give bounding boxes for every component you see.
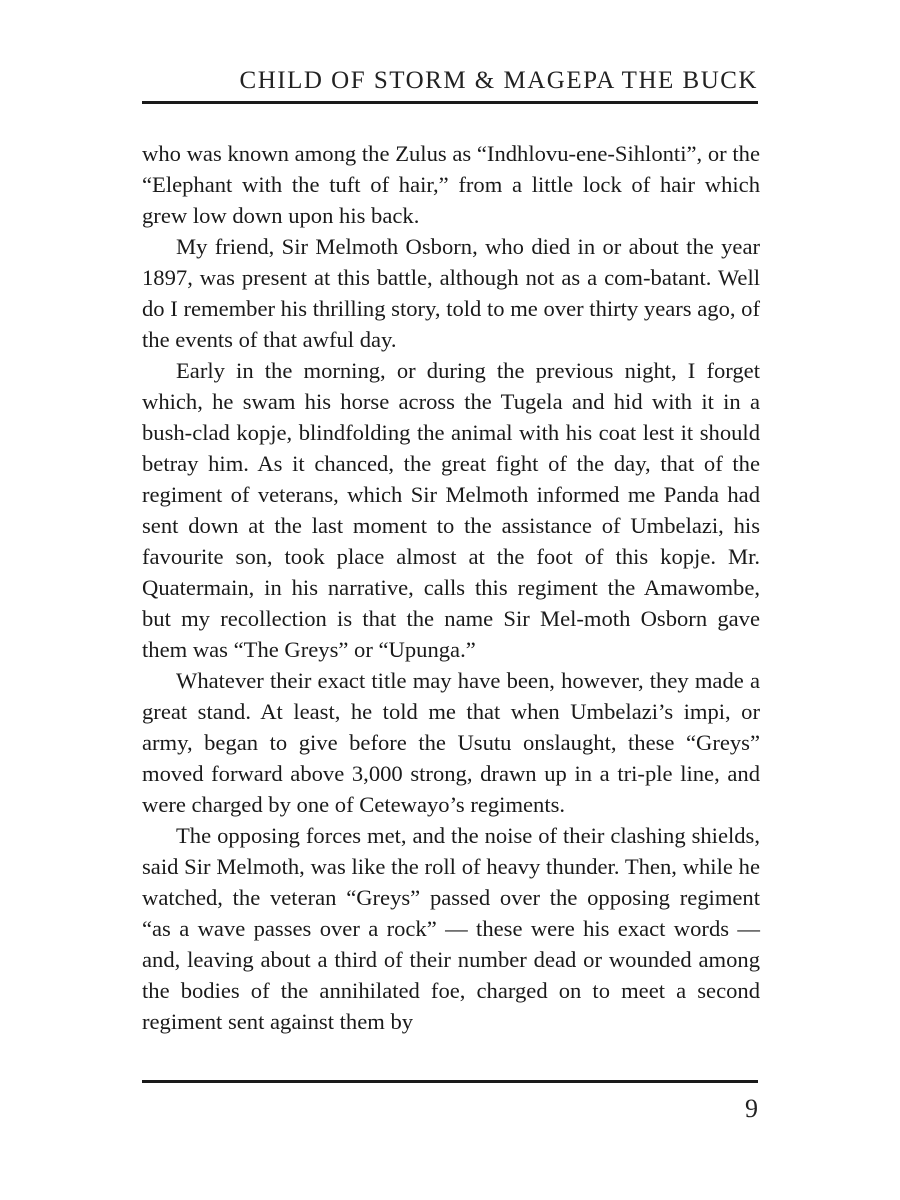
body-text	[142, 138, 760, 1037]
paragraph: My friend, Sir Melmoth Osborn, who died in or about the year 1897, was present at this battle, although not as a com-batant. Well do I remember his thrilling story, told to me over thirty years ago, of the events of that awful day.	[142, 234, 760, 352]
paragraph: who was known among the Zulus as “Indhlovu-ene-Sihlonti”, or the “Elephant with the tuft of hair,” from a little lock of hair which grew low down upon his back.	[142, 141, 760, 228]
page-number: 9	[745, 1094, 758, 1123]
paragraph: Early in the morning, or during the previous night, I forget which, he swam his horse across the Tugela and hid with it in a bush-clad kopje, blindfolding the animal with his coat lest it should betray him. As it chanced, the great fight of the day, that of the regiment of veterans, which Sir Melmoth informed me Panda had sent down at the last moment to the assistance of Umbelazi, his favourite son, took place almost at the foot of this kopje. Mr. Quatermain, in his narrative, calls this regiment the Amawombe, but my recollection is that the name Sir Mel-moth Osborn gave them was “The Greys” or “Upunga.”	[142, 358, 760, 662]
paragraph: Whatever their exact title may have been, however, they made a great stand. At least, he told me that when Umbelazi’s impi, or army, began to give before the Usutu onslaught, these “Greys” moved forward above 3,000 strong, drawn up in a tri-ple line, and were charged by one of Cetewayo’s regiments.	[142, 668, 760, 817]
paragraph: The opposing forces met, and the noise of their clashing shields, said Sir Melmoth, was like the roll of heavy thunder. Then, while he watched, the veteran “Greys” passed over the opposing regiment “as a wave passes over a rock” — these were his exact words — and, leaving about a third of their number dead or wounded among the bodies of the annihilated foe, charged on to meet a second regiment sent against them by	[142, 823, 760, 1034]
footer-rule	[142, 1080, 758, 1083]
running-head-title: CHILD OF STORM & MAGEPA THE BUCK	[239, 67, 758, 94]
header-rule	[142, 101, 758, 104]
